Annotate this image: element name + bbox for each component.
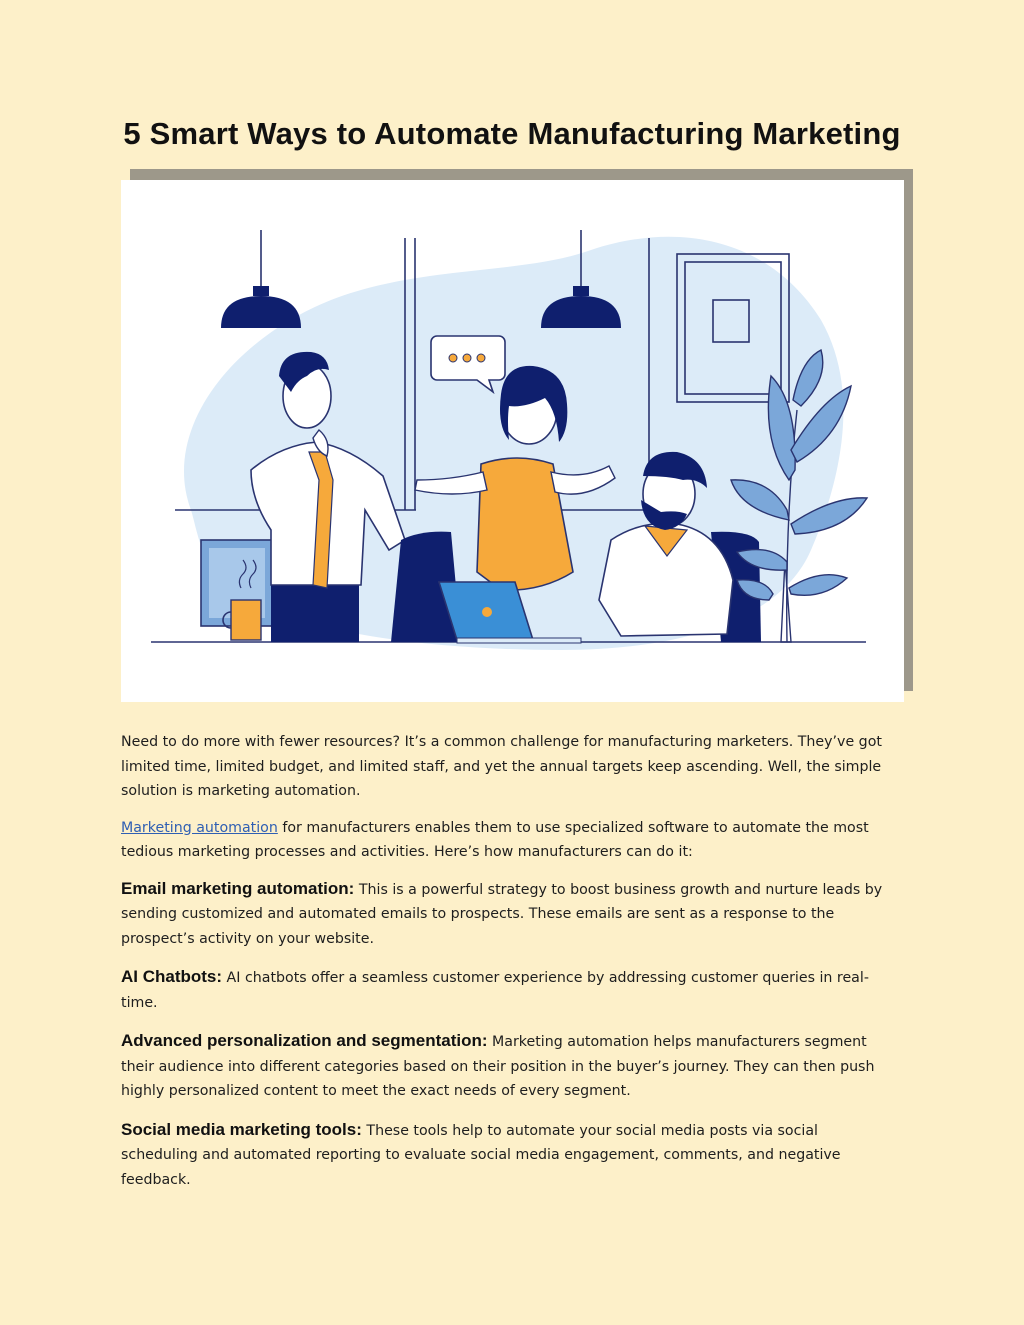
section-heading: Social media marketing tools: [121,1119,362,1139]
section-heading: Advanced personalization and segmentation: [121,1031,488,1050]
automation-intro-paragraph [121,816,896,865]
section-personalization [121,1029,896,1104]
illustration-frame [121,180,904,702]
section-body: These tools help to automate your social media posts via social scheduling and automated reporting to evaluate social media engagement, comments, and negative feedback. [121,1122,841,1188]
marketing-automation-link[interactable]: Marketing automation [121,819,278,836]
section-heading: Email marketing automation: [121,878,355,898]
pendant-lamp-left [221,230,301,328]
section-body: This is a powerful strategy to boost business growth and nurture leads by sending customized and automated emails to prospects. These emails are sent as a response to the prospect’s activity on your website. [121,881,883,947]
team-discussion-illustration [121,180,904,702]
section-body: AI chatbots offer a seamless customer experience by addressing customer queries in real-time. [121,970,869,1011]
intro-paragraph: Need to do more with fewer resources? It’s a common challenge for manufacturing marketers. They’ve got limited time, limited budget, and limited staff, and yet the annual targets keep ascending. Well, the simple solution is marketing automation. [121,734,882,799]
automation-intro-text: for manufacturers enables them to use specialized software to automate the most tedious marketing processes and activities. Here’s how manufacturers can do it: [121,819,869,860]
section-email-marketing [121,877,896,952]
article-body [121,730,896,1206]
section-body: Marketing automation helps manufacturers segment their audience into different categories based on their position in the buyer’s journey. They can then push highly personalized content to meet the exact needs of every segment. [121,1034,875,1099]
section-social-media [121,1118,896,1193]
section-heading: AI Chatbots: [121,967,223,986]
section-ai-chatbots [121,965,896,1015]
page-title: 5 Smart Ways to Automate Manufacturing Marketing [123,116,901,151]
